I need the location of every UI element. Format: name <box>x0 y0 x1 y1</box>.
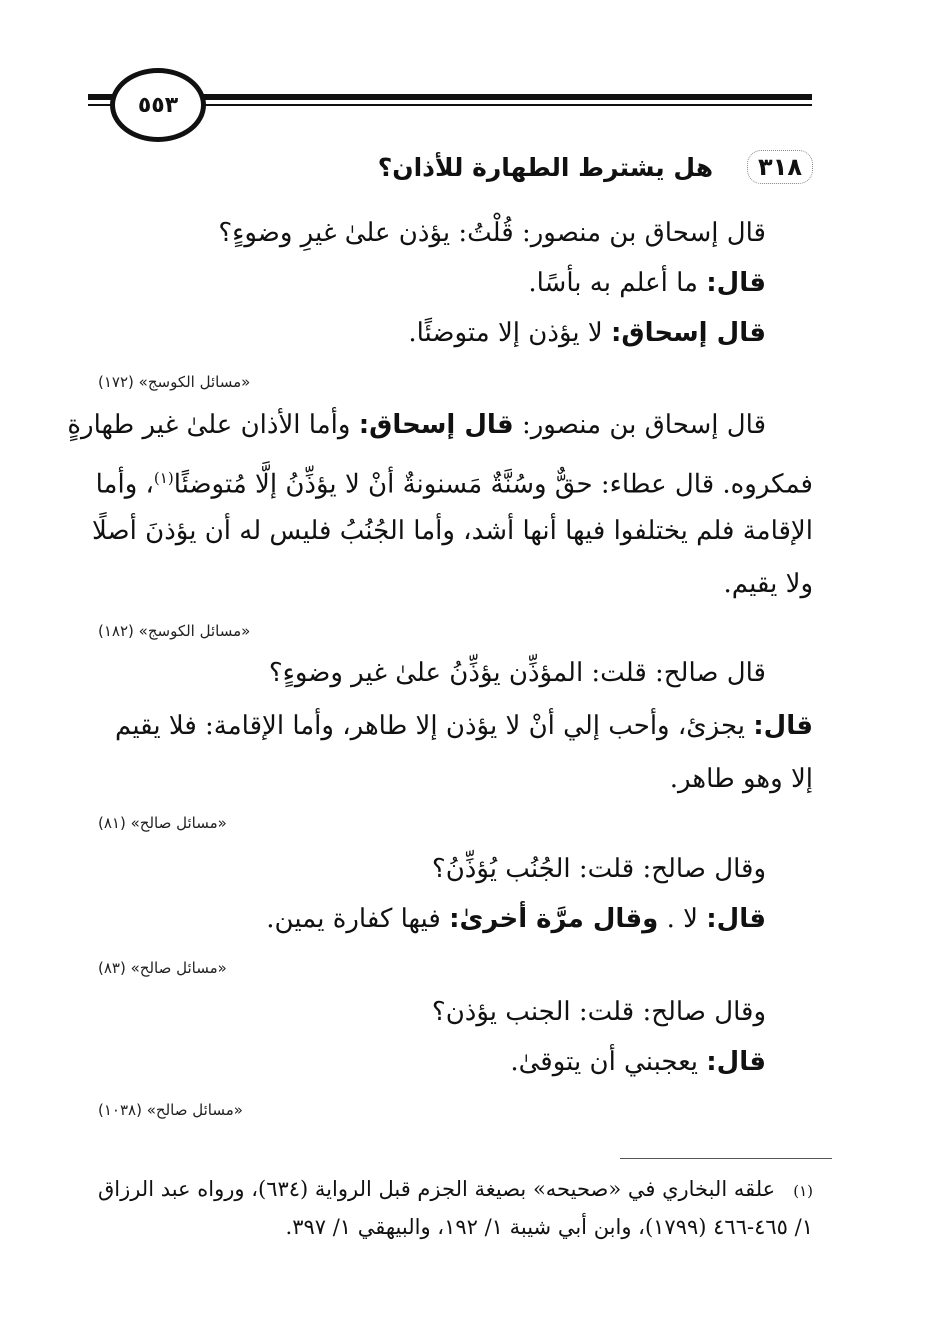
source-citation: «مسائل صالح» (١٠٣٨) <box>98 1101 243 1119</box>
page-number-badge <box>110 68 206 142</box>
speaker-label: وقال مرَّة أخرىٰ: <box>449 904 659 934</box>
speaker-label: قال إسحاق: <box>358 410 514 440</box>
speaker-label: قال: <box>753 711 813 741</box>
speaker-label: قال إسحاق: <box>610 318 766 348</box>
text-line: قال صالح: قلت: المؤذِّن يؤذِّنُ علىٰ غير وضوءٍ؟ <box>268 658 766 688</box>
page-number: ٥٥٣ <box>137 92 179 118</box>
text-line: وقال صالح: قلت: الجنب يؤذن؟ <box>431 997 766 1027</box>
text-line: وقال صالح: قلت: الجُنُب يُؤذِّنُ؟ <box>431 854 766 884</box>
footnote-line: (١)علقه البخاري في «صحيحه» بصيغة الجزم قبل الرواية (٦٣٤)، ورواه عبد الرزاق <box>97 1177 813 1201</box>
source-citation: «مسائل صالح» (٨١) <box>98 814 227 832</box>
text-line: ولا يقيم. <box>723 569 813 599</box>
text-line: قال: ما أعلم به بأسًا. <box>528 268 766 298</box>
section-title: هل يشترط الطهارة للأذان؟ <box>377 152 714 182</box>
section-heading <box>378 150 813 184</box>
text-line: قال إسحاق بن منصور: قُلْتُ: يؤذن علىٰ غيرِ وضوءٍ؟ <box>218 218 766 248</box>
text-line: فمكروه. قال عطاء: حقٌّ وسُنَّةٌ مَسنونةٌ أنْ لا يؤذِّنُ إلَّا مُتوضئًا$^{(١)}$، وأما <box>95 469 813 500</box>
speaker-label: قال: <box>706 268 766 298</box>
text-line: قال: يعجبني أن يتوقىٰ. <box>510 1047 766 1077</box>
footnote-marker: (١) <box>793 1182 813 1200</box>
text-line: قال: لا . وقال مرَّة أخرىٰ: فيها كفارة يمين. <box>266 904 766 934</box>
footnote-line: ١/ ٤٦٥-٤٦٦ (١٧٩٩)، وابن أبي شيبة ١/ ١٩٢، والبيهقي ١/ ٣٩٧. <box>285 1215 813 1239</box>
source-citation: «مسائل الكوسج» (١٨٢) <box>98 622 251 640</box>
footnote-ref: (١) <box>153 469 174 487</box>
source-citation: «مسائل الكوسج» (١٧٢) <box>98 373 251 391</box>
source-citation: «مسائل صالح» (٨٣) <box>98 959 227 977</box>
footnote-rule <box>620 1158 832 1159</box>
speaker-label: قال: <box>706 904 766 934</box>
text-line: قال: يجزئ، وأحب إلي أنْ لا يؤذن إلا طاهر، وأما الإقامة: فلا يقيم <box>115 711 813 741</box>
text-line: قال إسحاق بن منصور: قال إسحاق: وأما الأذان علىٰ غير طهارةٍ <box>67 410 766 440</box>
text-line: إلا وهو طاهر. <box>669 764 813 794</box>
speaker-label: قال: <box>706 1047 766 1077</box>
text-line: الإقامة فلم يختلفوا فيها أنها أشد، وأما الجُنُبُ فليس له أن يؤذنَ أصلًا <box>92 516 813 546</box>
section-number: ٣١٨ <box>747 150 813 184</box>
text-line: قال إسحاق: لا يؤذن إلا متوضئًا. <box>408 318 766 348</box>
